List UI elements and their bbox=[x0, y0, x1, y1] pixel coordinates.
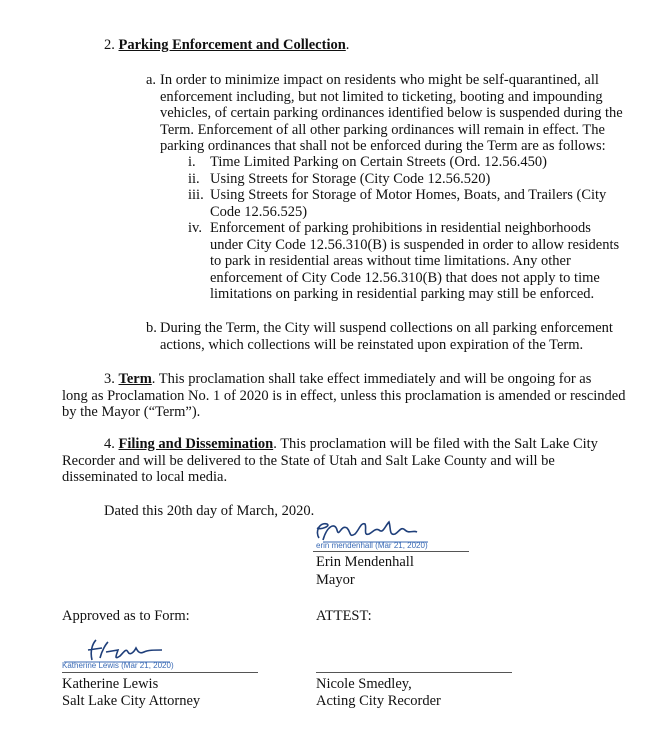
mayor-signature-stamp: erin mendenhall (Mar 21, 2020) bbox=[316, 541, 428, 550]
list-item-line: Code 12.56.525) bbox=[210, 203, 308, 220]
section-title: Filing and Dissemination bbox=[118, 436, 274, 452]
section-text: by the Mayor (“Term”). bbox=[62, 404, 201, 420]
section-title-period: . bbox=[345, 37, 350, 53]
list-item-line: Time Limited Parking on Certain Streets (Ord. 12.56.450) bbox=[210, 154, 547, 170]
list-item-line: to park in residential areas without time limitations. Any other bbox=[210, 253, 571, 269]
section-title: Term bbox=[118, 371, 152, 387]
section-number: 2. bbox=[104, 37, 115, 53]
recorder-title: Acting City Recorder bbox=[316, 693, 441, 709]
paragraph-a-marker: a. bbox=[146, 72, 157, 88]
paragraph-a-line: vehicles, of certain parking ordinances identified below is suspended during the bbox=[160, 105, 623, 121]
attorney-signature-stamp: Katherine Lewis (Mar 21, 2020) bbox=[62, 661, 174, 670]
paragraph-a-line: In order to minimize impact on residents who might be self-quarantined, all bbox=[160, 72, 599, 88]
list-item-numeral: ii. bbox=[188, 171, 200, 187]
section-number: 4. bbox=[104, 436, 115, 452]
list-item-numeral: iii. bbox=[188, 187, 204, 203]
list-item-line: enforcement of City Code 12.56.310(B) that does not apply to time bbox=[210, 269, 600, 286]
list-item-line: limitations on parking in residential parking may still be enforced. bbox=[210, 286, 595, 302]
section-text: long as Proclamation No. 1 of 2020 is in effect, unless this proclamation is amended or rescinded bbox=[62, 387, 626, 404]
mayor-title: Mayor bbox=[316, 572, 355, 588]
section-2-heading bbox=[104, 37, 349, 54]
section-number: 3. bbox=[104, 371, 115, 387]
section-4 bbox=[62, 436, 632, 486]
list-item-numeral: iv. bbox=[188, 220, 202, 236]
section-text: . This proclamation will be filed with the Salt Lake City bbox=[273, 436, 598, 452]
section-3 bbox=[62, 371, 632, 421]
attorney-signature-line bbox=[62, 672, 258, 673]
mayor-signature-line bbox=[313, 551, 469, 552]
recorder-name: Nicole Smedley, bbox=[316, 676, 412, 692]
paragraph-a-line: enforcement including, but not limited to ticketing, booting and impounding bbox=[160, 88, 603, 105]
list-item bbox=[210, 187, 630, 220]
paragraph-a-line: Term. Enforcement of all other parking ordinances will remain in effect. The bbox=[160, 121, 605, 138]
paragraph-a-line: parking ordinances that shall not be enforced during the Term are as follows: bbox=[160, 138, 606, 154]
attorney-title: Salt Lake City Attorney bbox=[62, 693, 201, 709]
paragraph-b-line: actions, which collections will be reinstated upon expiration of the Term. bbox=[160, 336, 584, 353]
list-item-line: Using Streets for Storage of Motor Homes, Boats, and Trailers (City bbox=[210, 187, 607, 203]
list-item-line: Using Streets for Storage (City Code 12.56.520) bbox=[210, 171, 491, 187]
dated-line: Dated this 20th day of March, 2020. bbox=[104, 503, 315, 519]
attest-label: ATTEST: bbox=[316, 608, 372, 624]
approved-as-to-form-label: Approved as to Form: bbox=[62, 608, 190, 624]
list-item bbox=[210, 154, 630, 171]
recorder-signature-line bbox=[316, 672, 512, 673]
paragraph-a bbox=[160, 72, 630, 155]
list-item bbox=[210, 220, 630, 303]
section-text: disseminated to local media. bbox=[62, 469, 228, 485]
paragraph-b-marker: b. bbox=[146, 320, 157, 336]
mayor-name: Erin Mendenhall bbox=[316, 554, 414, 570]
list-item-line: under City Code 12.56.310(B) is suspended in order to allow residents bbox=[210, 236, 620, 253]
attorney-name: Katherine Lewis bbox=[62, 676, 159, 692]
list-item-line: Enforcement of parking prohibitions in residential neighborhoods bbox=[210, 220, 591, 236]
paragraph-b-line: During the Term, the City will suspend collections on all parking enforcement bbox=[160, 320, 613, 336]
section-title: Parking Enforcement and Collection bbox=[118, 37, 346, 53]
list-item bbox=[210, 171, 630, 188]
list-item-numeral: i. bbox=[188, 154, 196, 170]
paragraph-b bbox=[160, 320, 630, 353]
section-text: Recorder and will be delivered to the State of Utah and Salt Lake County and will be bbox=[62, 452, 555, 469]
section-text: . This proclamation shall take effect immediately and will be ongoing for as bbox=[151, 371, 592, 387]
